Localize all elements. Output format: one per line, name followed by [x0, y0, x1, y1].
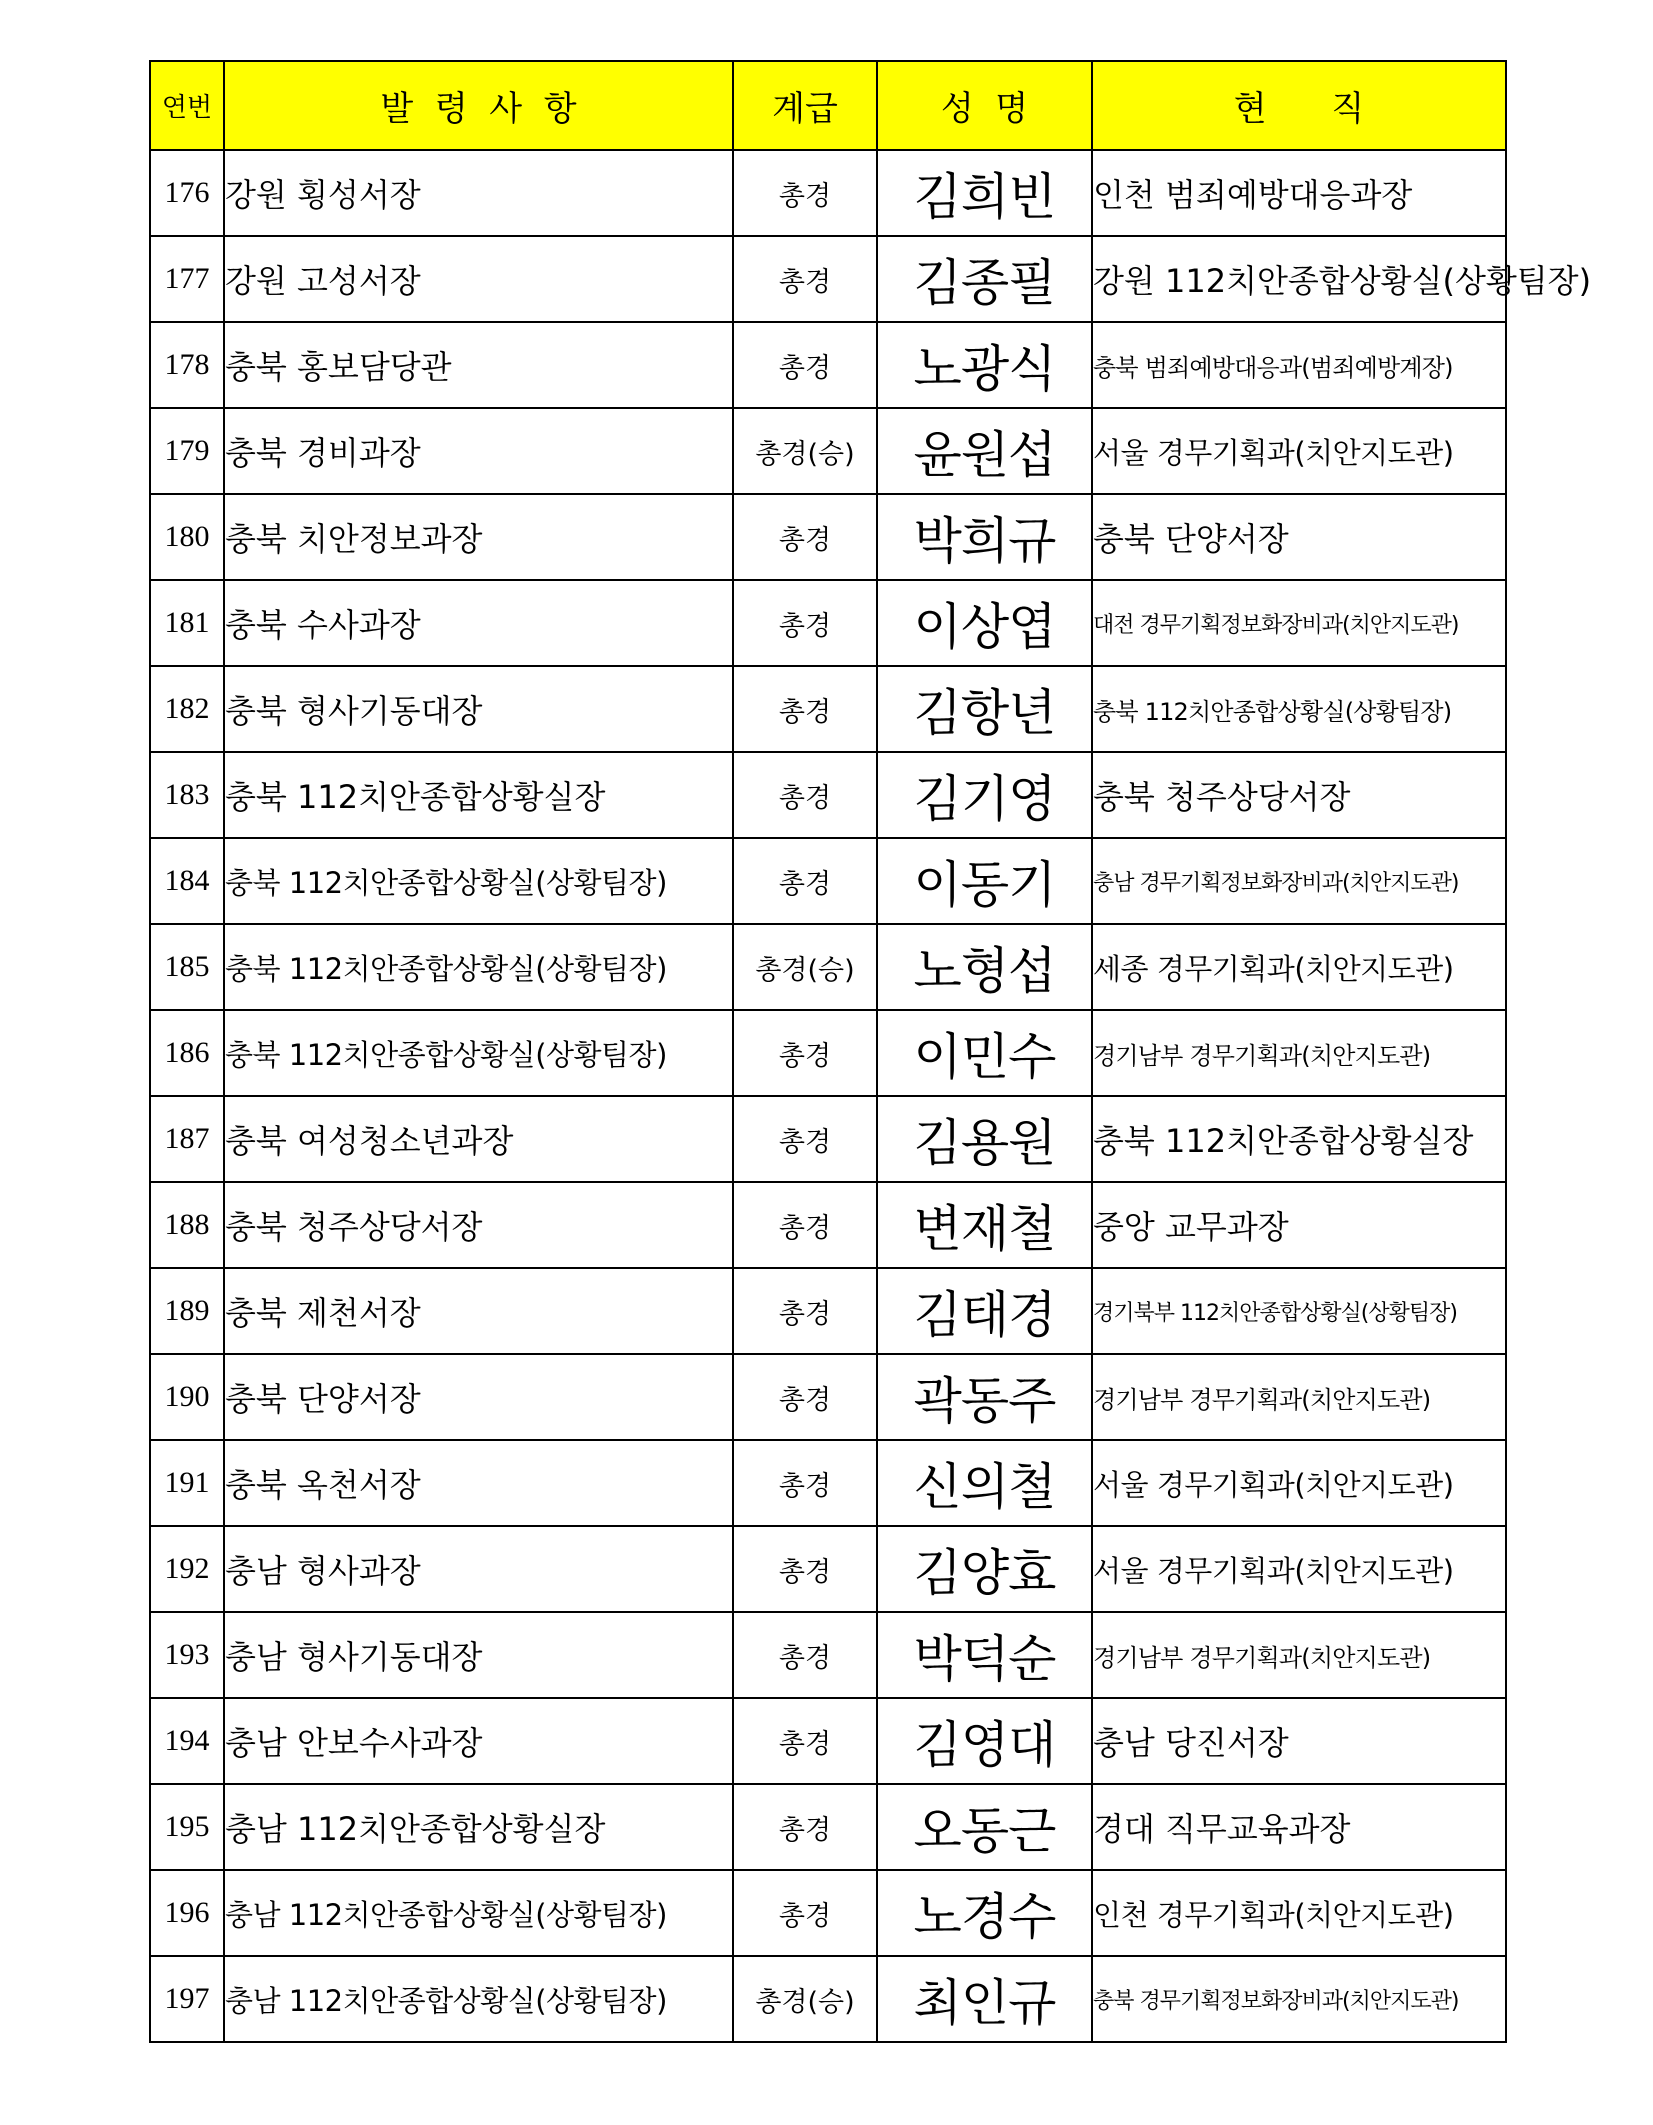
current-position-cell: 충북 112치안종합상황실장: [1092, 1096, 1506, 1182]
row-number: 179: [150, 408, 224, 494]
rank-cell: 총경: [733, 1440, 877, 1526]
name-cell: 김종필: [877, 236, 1092, 322]
rank-cell: 총경: [733, 1354, 877, 1440]
header-rank: 계급: [733, 61, 877, 150]
name-cell: 노경수: [877, 1870, 1092, 1956]
current-position-cell: 충북 112치안종합상황실(상황팀장): [1092, 666, 1506, 752]
name-cell: 김양효: [877, 1526, 1092, 1612]
row-number: 182: [150, 666, 224, 752]
current-position-cell: 충북 범죄예방대응과(범죄예방계장): [1092, 322, 1506, 408]
table-row: [150, 1526, 1506, 1612]
rank-cell: 총경: [733, 1698, 877, 1784]
name-cell: 곽동주: [877, 1354, 1092, 1440]
table-row: [150, 752, 1506, 838]
table-row: [150, 494, 1506, 580]
current-position-cell: 경기북부 112치안종합상황실(상황팀장): [1092, 1268, 1506, 1354]
row-number: 193: [150, 1612, 224, 1698]
row-number: 191: [150, 1440, 224, 1526]
row-number: 196: [150, 1870, 224, 1956]
name-cell: 신의철: [877, 1440, 1092, 1526]
name-cell: 김영대: [877, 1698, 1092, 1784]
current-position-cell: 서울 경무기획과(치안지도관): [1092, 1526, 1506, 1612]
appointment-cell: 충남 안보수사과장: [224, 1698, 733, 1784]
current-position-cell: 충북 청주상당서장: [1092, 752, 1506, 838]
appointment-cell: 충북 여성청소년과장: [224, 1096, 733, 1182]
appointment-cell: 충남 형사과장: [224, 1526, 733, 1612]
appointment-cell: 충북 수사과장: [224, 580, 733, 666]
table-row: [150, 1956, 1506, 2042]
appointment-cell: 충북 112치안종합상황실장: [224, 752, 733, 838]
appointment-cell: 충북 제천서장: [224, 1268, 733, 1354]
appointment-cell: 강원 고성서장: [224, 236, 733, 322]
current-position-cell: 경기남부 경무기획과(치안지도관): [1092, 1010, 1506, 1096]
row-number: 194: [150, 1698, 224, 1784]
name-cell: 노광식: [877, 322, 1092, 408]
appointment-cell: 충북 청주상당서장: [224, 1182, 733, 1268]
table-row: [150, 1698, 1506, 1784]
rank-cell: 총경(승): [733, 408, 877, 494]
table-row: [150, 1784, 1506, 1870]
name-cell: 이동기: [877, 838, 1092, 924]
table-row: [150, 924, 1506, 1010]
row-number: 177: [150, 236, 224, 322]
row-number: 180: [150, 494, 224, 580]
appointment-cell: 충남 형사기동대장: [224, 1612, 733, 1698]
name-cell: 이상엽: [877, 580, 1092, 666]
appointment-cell: 충북 형사기동대장: [224, 666, 733, 752]
appointment-cell: 충북 치안정보과장: [224, 494, 733, 580]
table-row: [150, 580, 1506, 666]
name-cell: 김항년: [877, 666, 1092, 752]
appointment-cell: 충북 112치안종합상황실(상황팀장): [224, 838, 733, 924]
current-position-cell: 경기남부 경무기획과(치안지도관): [1092, 1612, 1506, 1698]
current-position-cell: 충북 단양서장: [1092, 494, 1506, 580]
name-cell: 박덕순: [877, 1612, 1092, 1698]
current-position-cell: 인천 범죄예방대응과장: [1092, 150, 1506, 236]
personnel-table: [149, 60, 1592, 2043]
table-row: [150, 408, 1506, 494]
name-cell: 김기영: [877, 752, 1092, 838]
table-row: [150, 666, 1506, 752]
table-row: [150, 150, 1506, 236]
appointment-cell: 충북 옥천서장: [224, 1440, 733, 1526]
rank-cell: 총경: [733, 580, 877, 666]
table-row: [150, 236, 1506, 322]
table-row: [150, 1010, 1506, 1096]
row-number: 197: [150, 1956, 224, 2042]
rank-cell: 총경: [733, 1182, 877, 1268]
row-number: 176: [150, 150, 224, 236]
table-row: [150, 838, 1506, 924]
rank-cell: 총경: [733, 1526, 877, 1612]
name-cell: 최인규: [877, 1956, 1092, 2042]
table-row: [150, 1268, 1506, 1354]
header-number: 연번: [150, 61, 224, 150]
row-number: 195: [150, 1784, 224, 1870]
table-row: [150, 1870, 1506, 1956]
name-cell: 박희규: [877, 494, 1092, 580]
row-number: 192: [150, 1526, 224, 1612]
rank-cell: 총경: [733, 1784, 877, 1870]
appointment-cell: 충북 112치안종합상황실(상황팀장): [224, 924, 733, 1010]
table-row: [150, 1354, 1506, 1440]
name-cell: 윤원섭: [877, 408, 1092, 494]
row-number: 181: [150, 580, 224, 666]
rank-cell: 총경: [733, 1870, 877, 1956]
rank-cell: 총경: [733, 752, 877, 838]
table-row: [150, 1096, 1506, 1182]
appointment-cell: 충남 112치안종합상황실(상황팀장): [224, 1870, 733, 1956]
row-number: 187: [150, 1096, 224, 1182]
name-cell: 오동근: [877, 1784, 1092, 1870]
appointment-cell: 충남 112치안종합상황실(상황팀장): [224, 1956, 733, 2042]
table-row: [150, 1182, 1506, 1268]
current-position-cell: 충남 당진서장: [1092, 1698, 1506, 1784]
current-position-cell: 경대 직무교육과장: [1092, 1784, 1506, 1870]
rank-cell: 총경(승): [733, 1956, 877, 2042]
name-cell: 노형섭: [877, 924, 1092, 1010]
current-position-cell: 세종 경무기획과(치안지도관): [1092, 924, 1506, 1010]
rank-cell: 총경: [733, 838, 877, 924]
rank-cell: 총경: [733, 1612, 877, 1698]
appointment-cell: 충북 홍보담당관: [224, 322, 733, 408]
row-number: 184: [150, 838, 224, 924]
rank-cell: 총경: [733, 666, 877, 752]
appointment-cell: 충북 단양서장: [224, 1354, 733, 1440]
table-row: [150, 322, 1506, 408]
name-cell: 이민수: [877, 1010, 1092, 1096]
rank-cell: 총경: [733, 1010, 877, 1096]
current-position-cell: 충남 경무기획정보화장비과(치안지도관): [1092, 838, 1506, 924]
current-position-cell: 강원 112치안종합상황실(상황팀장): [1092, 236, 1506, 322]
current-position-cell: 중앙 교무과장: [1092, 1182, 1506, 1268]
row-number: 190: [150, 1354, 224, 1440]
rank-cell: 총경: [733, 236, 877, 322]
table-row: [150, 1612, 1506, 1698]
rank-cell: 총경: [733, 1096, 877, 1182]
name-cell: 김태경: [877, 1268, 1092, 1354]
row-number: 185: [150, 924, 224, 1010]
current-position-cell: 경기남부 경무기획과(치안지도관): [1092, 1354, 1506, 1440]
appointment-cell: 충남 112치안종합상황실장: [224, 1784, 733, 1870]
header-current-position: 현 직: [1092, 61, 1506, 150]
current-position-cell: 충북 경무기획정보화장비과(치안지도관): [1092, 1956, 1506, 2042]
row-number: 186: [150, 1010, 224, 1096]
header-appointment: 발 령 사 항: [224, 61, 733, 150]
current-position-cell: 서울 경무기획과(치안지도관): [1092, 1440, 1506, 1526]
appointment-cell: 충북 112치안종합상황실(상황팀장): [224, 1010, 733, 1096]
rank-cell: 총경: [733, 150, 877, 236]
rank-cell: 총경: [733, 494, 877, 580]
appointment-cell: 강원 횡성서장: [224, 150, 733, 236]
rank-cell: 총경: [733, 1268, 877, 1354]
appointment-cell: 충북 경비과장: [224, 408, 733, 494]
current-position-cell: 인천 경무기획과(치안지도관): [1092, 1870, 1506, 1956]
name-cell: 변재철: [877, 1182, 1092, 1268]
current-position-cell: 서울 경무기획과(치안지도관): [1092, 408, 1506, 494]
rank-cell: 총경(승): [733, 924, 877, 1010]
name-cell: 김희빈: [877, 150, 1092, 236]
current-position-cell: 대전 경무기획정보화장비과(치안지도관): [1092, 580, 1506, 666]
row-number: 183: [150, 752, 224, 838]
row-number: 188: [150, 1182, 224, 1268]
row-number: 178: [150, 322, 224, 408]
table-row: [150, 1440, 1506, 1526]
header-name: 성 명: [877, 61, 1092, 150]
name-cell: 김용원: [877, 1096, 1092, 1182]
rank-cell: 총경: [733, 322, 877, 408]
table-header-row: [150, 61, 1506, 150]
row-number: 189: [150, 1268, 224, 1354]
